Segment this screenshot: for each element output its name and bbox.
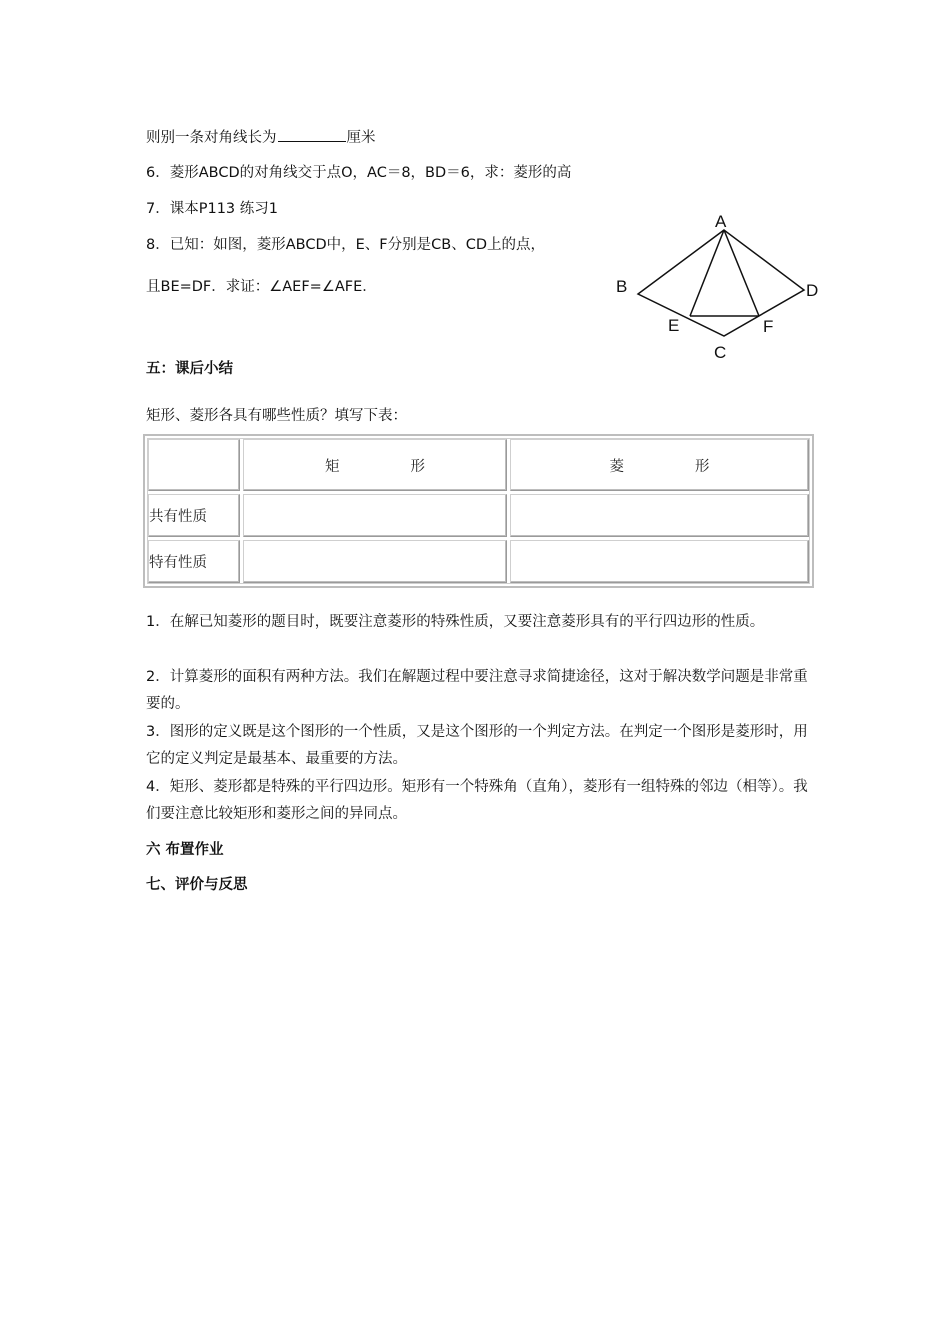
question-6: 6．菱形ABCD的对角线交于点O，AC＝8，BD＝6，求：菱形的高	[146, 165, 572, 181]
label-c: C	[714, 343, 727, 362]
label-f: F	[763, 317, 774, 336]
table-header-row	[148, 439, 809, 491]
properties-table	[143, 434, 814, 588]
rhombus-abcd	[638, 230, 804, 336]
rhombus-figure	[608, 212, 838, 364]
cell-rectangle-common[interactable]	[243, 494, 507, 537]
table-row	[148, 540, 809, 583]
question-8-line-2: 且BE=DF．求证：∠AEF=∠AFE．	[146, 279, 377, 295]
section-7-title: 七、评价与反思	[146, 877, 248, 893]
row-common-properties: 共有性质	[148, 494, 240, 537]
table-row	[148, 494, 809, 537]
line-text: 则别一条对角线长为	[146, 130, 277, 146]
section-6-title: 六 布置作业	[146, 842, 224, 858]
question-8-line-1: 8．已知：如图，菱形ABCD中，E、F分别是CB、CD上的点，	[146, 237, 545, 253]
cell-rhombus-special[interactable]	[510, 540, 809, 583]
header-rectangle-text: 矩形	[325, 458, 425, 475]
answer-blank	[278, 127, 346, 142]
label-b: B	[616, 277, 628, 296]
question-7: 7．课本P113 练习1	[146, 201, 278, 217]
header-rhombus-text: 菱形	[609, 458, 710, 475]
cell-rhombus-common[interactable]	[510, 494, 809, 537]
summary-item-2: 2．计算菱形的面积有两种方法。我们在解题过程中要注意寻求简捷途径，这对于解决数学问题是非常重要的。	[146, 669, 808, 712]
summary-item-3: 3．图形的定义既是这个图形的一个性质，又是这个图形的一个判定方法。在判定一个图形是菱形时，用它的定义判定是最基本、最重要的方法。	[146, 724, 808, 767]
summary-item-4: 4．矩形、菱形都是特殊的平行四边形。矩形有一个特殊角（直角），菱形有一组特殊的邻边（相等）。我们要注意比较矩形和菱形之间的异同点。	[146, 779, 808, 822]
label-e: E	[668, 316, 680, 335]
section-5-title: 五：课后小结	[146, 361, 233, 377]
label-d: D	[806, 281, 819, 300]
section-5-prompt: 矩形、菱形各具有哪些性质？填写下表：	[146, 408, 407, 424]
table-corner-cell	[148, 439, 240, 491]
summary-item-1: 1．在解已知菱形的题目时，既要注意菱形的特殊性质，又要注意菱形具有的平行四边形的性质。	[146, 614, 765, 630]
header-rectangle	[243, 439, 507, 491]
row-special-properties: 特有性质	[148, 540, 240, 583]
label-a: A	[715, 212, 727, 231]
line-text-unit: 厘米	[346, 130, 376, 146]
cell-rectangle-special[interactable]	[243, 540, 507, 583]
fill-blank-line	[146, 127, 376, 148]
header-rhombus	[510, 439, 809, 491]
